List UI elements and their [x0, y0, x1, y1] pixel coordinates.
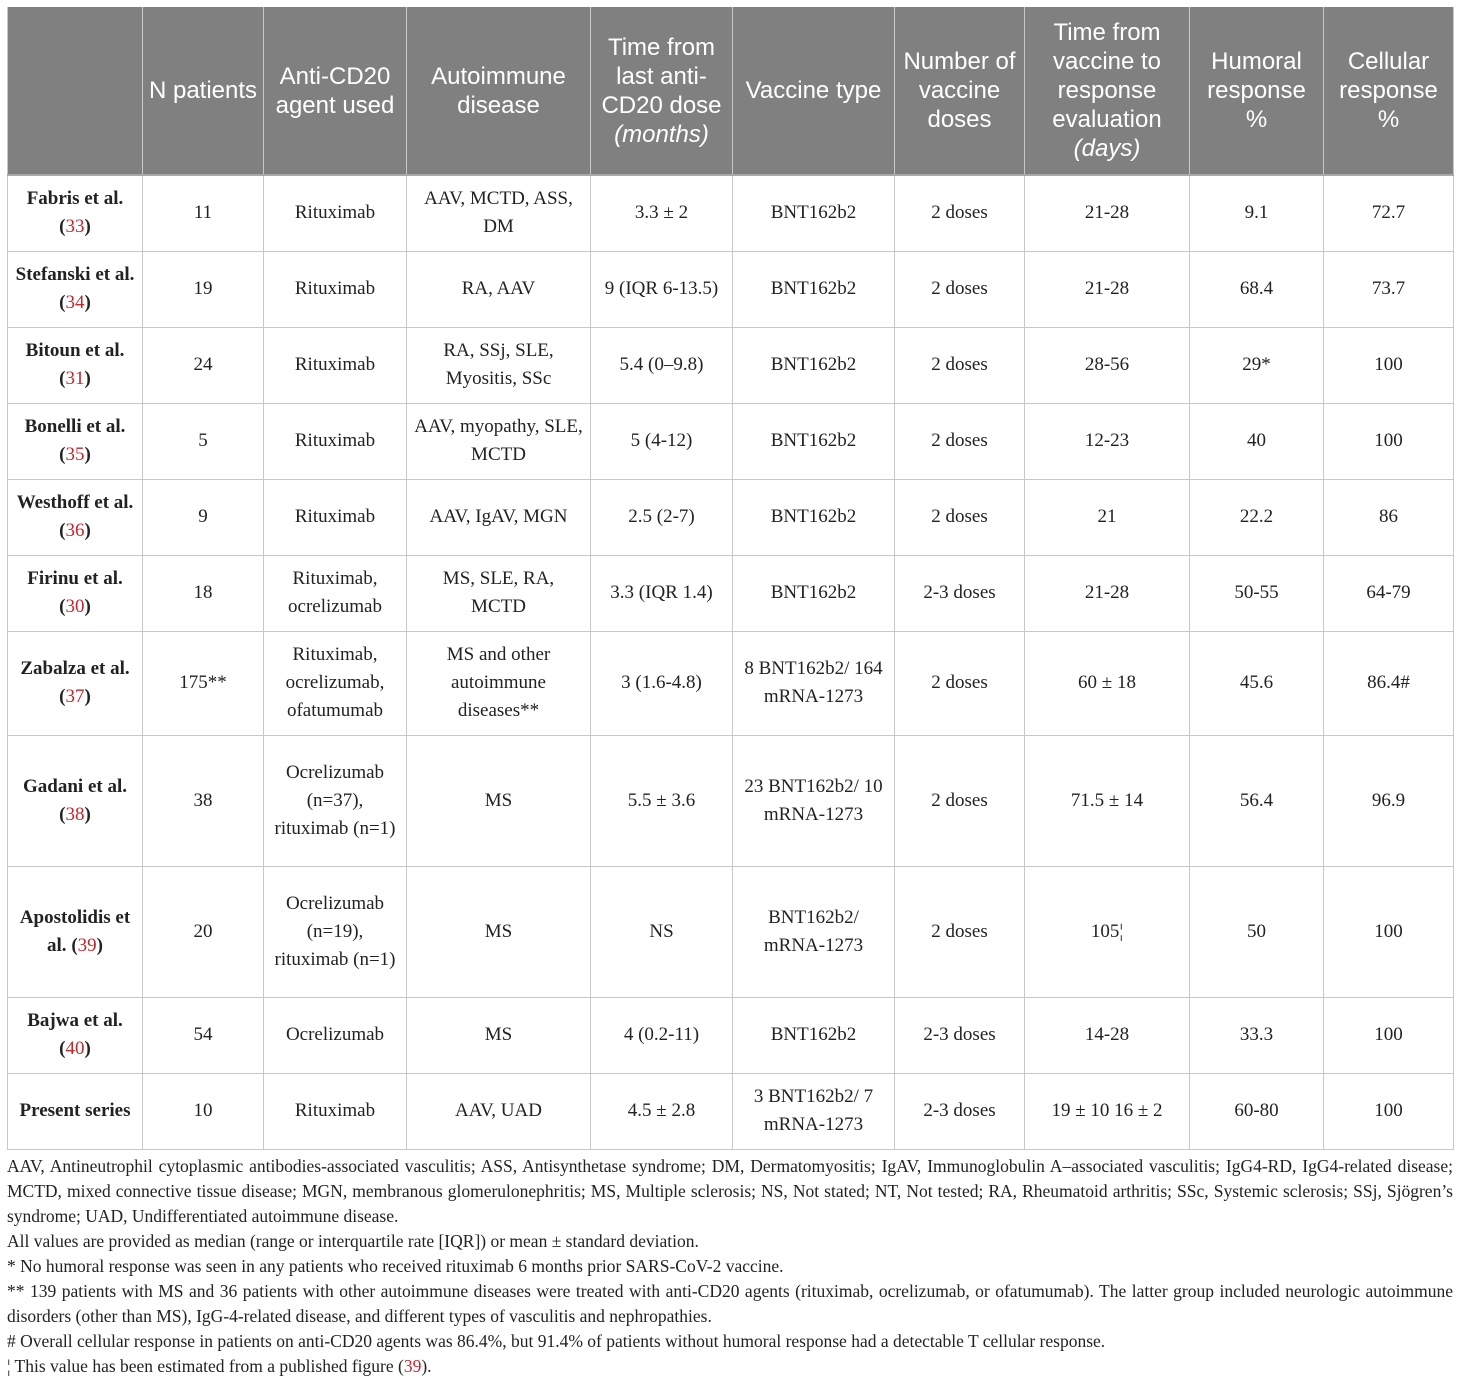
cell-time-dose: 2.5 (2-7) [591, 479, 733, 555]
footnote-star: * No humoral response was seen in any patients who received rituximab 6 months prior SARS-CoV-2 vaccine. [7, 1255, 784, 1276]
cell-n: 18 [143, 555, 264, 631]
cell-agent: Rituximab [264, 251, 407, 327]
cell-n: 38 [143, 735, 264, 866]
reference-link[interactable]: 40 [65, 1038, 85, 1059]
cell-vaccine: BNT162b2 [733, 403, 895, 479]
cell-time-eval: 105¦ [1025, 866, 1190, 997]
cell-time-dose: 3 (1.6-4.8) [591, 631, 733, 735]
cell-humoral: 22.2 [1190, 479, 1324, 555]
cell-vaccine: BNT162b2 [733, 251, 895, 327]
study-cell: Zabalza et al. (37) [8, 631, 143, 735]
footnote-broken-bar: ¦ This value has been estimated from a published figure (39). [7, 1355, 432, 1376]
column-header: Autoimmune disease [407, 7, 591, 175]
cell-agent: Rituximab [264, 175, 407, 251]
cell-doses: 2 doses [895, 175, 1025, 251]
cell-time-eval: 21-28 [1025, 175, 1190, 251]
cell-time-eval: 21-28 [1025, 555, 1190, 631]
cell-agent: Ocrelizumab [264, 997, 407, 1073]
column-header: Humoral response % [1190, 7, 1324, 175]
cell-time-eval: 21 [1025, 479, 1190, 555]
reference-link[interactable]: 37 [65, 686, 85, 707]
column-header [8, 7, 143, 175]
study-cell: Fabris et al. (33) [8, 175, 143, 251]
cell-vaccine: 23 BNT162b2/ 10 mRNA-1273 [733, 735, 895, 866]
cell-time-dose: 9 (IQR 6-13.5) [591, 251, 733, 327]
study-cell: Westhoff et al. (36) [8, 479, 143, 555]
cell-time-dose: NS [591, 866, 733, 997]
reference-link[interactable]: 34 [65, 292, 85, 313]
cell-time-eval: 60 ± 18 [1025, 631, 1190, 735]
cell-humoral: 29* [1190, 327, 1324, 403]
table-row [8, 735, 1454, 866]
cell-time-dose: 4.5 ± 2.8 [591, 1073, 733, 1149]
cell-cellular: 100 [1324, 403, 1454, 479]
study-cell: Apostolidis et al. (39) [8, 866, 143, 997]
cell-vaccine: BNT162b2 [733, 327, 895, 403]
reference-link[interactable]: 39 [403, 1355, 422, 1376]
cell-time-dose: 3.3 ± 2 [591, 175, 733, 251]
reference-link[interactable]: 39 [77, 934, 97, 956]
cell-disease: RA, SSj, SLE, Myositis, SSc [407, 327, 591, 403]
cell-n: 5 [143, 403, 264, 479]
cell-time-eval: 21-28 [1025, 251, 1190, 327]
column-header: Time from last anti-CD20 dose (months) [591, 7, 733, 175]
cell-disease: MS [407, 735, 591, 866]
cell-time-eval: 14-28 [1025, 997, 1190, 1073]
cell-disease: RA, AAV [407, 251, 591, 327]
table-row [8, 251, 1454, 327]
table-row [8, 403, 1454, 479]
cell-disease: MS [407, 997, 591, 1073]
reference-link[interactable]: 38 [65, 803, 85, 825]
cell-humoral: 33.3 [1190, 997, 1324, 1073]
cell-agent: Ocrelizumab (n=37), rituximab (n=1) [264, 735, 407, 866]
cell-n: 19 [143, 251, 264, 327]
table-body [8, 175, 1454, 1149]
study-cell: Stefanski et al. (34) [8, 251, 143, 327]
cell-cellular: 100 [1324, 1073, 1454, 1149]
table-container [7, 7, 1453, 1379]
header-row [8, 7, 1454, 175]
cell-n: 175** [143, 631, 264, 735]
cell-time-dose: 5 (4-12) [591, 403, 733, 479]
table-row [8, 631, 1454, 735]
study-cell: Gadani et al. (38) [8, 735, 143, 866]
cell-cellular: 72.7 [1324, 175, 1454, 251]
column-header: Anti-CD20 agent used [264, 7, 407, 175]
reference-link[interactable]: 33 [65, 216, 85, 238]
cell-time-dose: 3.3 (IQR 1.4) [591, 555, 733, 631]
reference-link[interactable]: 35 [65, 444, 85, 465]
footnote-abbreviations: AAV, Antineutrophil cytoplasmic antibodies-associated vasculitis; ASS, Antisynthetase syndrome; DM, Dermatomyositis; IgAV, Immunoglobulin A–associated vasculitis; IgG4-RD, IgG4-related disease; MCTD, mixed connective tissue disease; MGN, membranous glomerulonephritis; MS, Multiple sclerosis; NS, Not stated; NT, Not tested; RA, Rheumatoid arthritis; SSc, Systemic sclerosis; SSj, Sjögren’s syndrome; UAD, Undifferentiated autoimmune disease. [7, 1155, 1453, 1226]
cell-agent: Rituximab, ocrelizumab [264, 555, 407, 631]
column-header: Cellular response % [1324, 7, 1454, 175]
cell-vaccine: BNT162b2 [733, 555, 895, 631]
cell-time-eval: 28-56 [1025, 327, 1190, 403]
cell-agent: Rituximab [264, 403, 407, 479]
cell-disease: MS, SLE, RA, MCTD [407, 555, 591, 631]
cell-time-eval: 12-23 [1025, 403, 1190, 479]
study-comparison-table [7, 7, 1454, 1150]
cell-humoral: 40 [1190, 403, 1324, 479]
cell-humoral: 9.1 [1190, 175, 1324, 251]
cell-cellular: 100 [1324, 327, 1454, 403]
cell-n: 9 [143, 479, 264, 555]
footnotes [7, 1154, 1453, 1379]
cell-doses: 2 doses [895, 403, 1025, 479]
cell-n: 54 [143, 997, 264, 1073]
study-cell: Bajwa et al. (40) [8, 997, 143, 1073]
cell-humoral: 68.4 [1190, 251, 1324, 327]
cell-agent: Ocrelizumab (n=19), rituximab (n=1) [264, 866, 407, 997]
column-header: Vaccine type [733, 7, 895, 175]
cell-disease: MS [407, 866, 591, 997]
cell-vaccine: BNT162b2 [733, 479, 895, 555]
cell-time-eval: 71.5 ± 14 [1025, 735, 1190, 866]
table-row [8, 555, 1454, 631]
cell-vaccine: BNT162b2 [733, 997, 895, 1073]
table-row [8, 479, 1454, 555]
cell-time-dose: 5.4 (0–9.8) [591, 327, 733, 403]
cell-agent: Rituximab, ocrelizumab, ofatumumab [264, 631, 407, 735]
cell-doses: 2 doses [895, 631, 1025, 735]
cell-agent: Rituximab [264, 1073, 407, 1149]
cell-n: 10 [143, 1073, 264, 1149]
table-row [8, 175, 1454, 251]
cell-doses: 2-3 doses [895, 1073, 1025, 1149]
footnote-hash: # Overall cellular response in patients on anti-CD20 agents was 86.4%, but 91.4% of patients without humoral response had a detectable T cellular response. [7, 1330, 1106, 1351]
cell-doses: 2-3 doses [895, 997, 1025, 1073]
cell-disease: AAV, MCTD, ASS, DM [407, 175, 591, 251]
cell-doses: 2-3 doses [895, 555, 1025, 631]
cell-n: 24 [143, 327, 264, 403]
cell-cellular: 100 [1324, 997, 1454, 1073]
cell-cellular: 86 [1324, 479, 1454, 555]
cell-doses: 2 doses [895, 735, 1025, 866]
cell-humoral: 50 [1190, 866, 1324, 997]
cell-doses: 2 doses [895, 866, 1025, 997]
cell-doses: 2 doses [895, 251, 1025, 327]
footnote-values: All values are provided as median (range or interquartile rate [IQR]) or mean ± standard deviation. [7, 1230, 699, 1251]
cell-vaccine: 3 BNT162b2/ 7 mRNA-1273 [733, 1073, 895, 1149]
cell-agent: Rituximab [264, 479, 407, 555]
cell-cellular: 86.4# [1324, 631, 1454, 735]
cell-cellular: 100 [1324, 866, 1454, 997]
table-row [8, 327, 1454, 403]
cell-time-eval: 19 ± 10 16 ± 2 [1025, 1073, 1190, 1149]
study-cell: Present series [8, 1073, 143, 1149]
cell-cellular: 64-79 [1324, 555, 1454, 631]
study-cell: Bitoun et al. (31) [8, 327, 143, 403]
cell-disease: AAV, IgAV, MGN [407, 479, 591, 555]
cell-cellular: 73.7 [1324, 251, 1454, 327]
cell-vaccine: BNT162b2 [733, 175, 895, 251]
column-header: Number of vaccine doses [895, 7, 1025, 175]
table-row [8, 1073, 1454, 1149]
cell-disease: AAV, UAD [407, 1073, 591, 1149]
column-header: N patients [143, 7, 264, 175]
study-cell: Bonelli et al. (35) [8, 403, 143, 479]
cell-vaccine: BNT162b2/ mRNA-1273 [733, 866, 895, 997]
cell-humoral: 56.4 [1190, 735, 1324, 866]
cell-cellular: 96.9 [1324, 735, 1454, 866]
reference-link[interactable]: 30 [65, 596, 85, 617]
reference-link[interactable]: 31 [65, 368, 85, 389]
cell-vaccine: 8 BNT162b2/ 164 mRNA-1273 [733, 631, 895, 735]
cell-time-dose: 5.5 ± 3.6 [591, 735, 733, 866]
footnote-double-star: ** 139 patients with MS and 36 patients with other autoimmune diseases were treated with anti-CD20 agents (rituximab, ocrelizumab, or ofatumumab). The latter group included neurologic autoimmune disorders (other than MS), IgG-4-related disease, and different types of vasculitis and nephropathies. [7, 1280, 1453, 1326]
column-header: Time from vaccine to response evaluation (days) [1025, 7, 1190, 175]
cell-humoral: 45.6 [1190, 631, 1324, 735]
cell-agent: Rituximab [264, 327, 407, 403]
cell-humoral: 50-55 [1190, 555, 1324, 631]
cell-time-dose: 4 (0.2-11) [591, 997, 733, 1073]
cell-disease: MS and other autoimmune diseases** [407, 631, 591, 735]
table-row [8, 997, 1454, 1073]
cell-doses: 2 doses [895, 479, 1025, 555]
cell-doses: 2 doses [895, 327, 1025, 403]
cell-humoral: 60-80 [1190, 1073, 1324, 1149]
table-row [8, 866, 1454, 997]
cell-disease: AAV, myopathy, SLE, MCTD [407, 403, 591, 479]
study-cell: Firinu et al. (30) [8, 555, 143, 631]
reference-link[interactable]: 36 [65, 520, 85, 541]
cell-n: 20 [143, 866, 264, 997]
cell-n: 11 [143, 175, 264, 251]
